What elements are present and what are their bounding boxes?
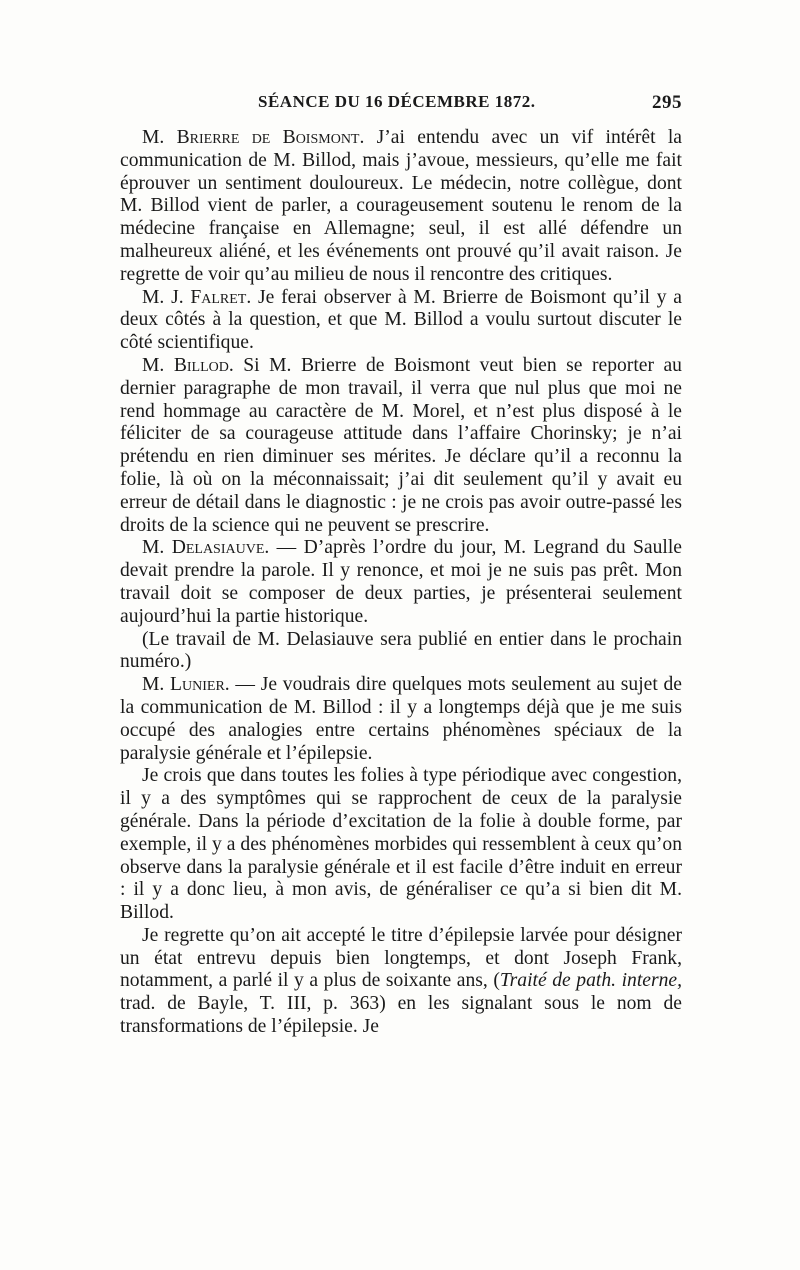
page-number: 295 bbox=[652, 92, 682, 113]
paragraph-lunier-continued bbox=[120, 765, 682, 925]
running-head bbox=[120, 92, 682, 120]
speaker-name: M. Delasiauve. bbox=[142, 537, 270, 559]
paragraph-text: J’ai entendu avec un vif intérêt la communication de M. Billod, mais j’avoue, messieurs, qu’elle me fait éprouver un sentiment douloureux. Le médecin, notre collègue, dont M. Billod vient de parler, a courageusement soutenu le renom de la médecine française en Allemagne; seul, il est allé défendre un malheureux aliéné, et les événements ont prouvé qu’il avait raison. Je regrette de voir qu’au milieu de nous il rencontre des critiques. bbox=[120, 127, 682, 285]
speaker-name: M. Brierre de Boismont. bbox=[142, 127, 365, 148]
running-title: SÉANCE DU 16 DÉCEMBRE 1872. bbox=[258, 92, 536, 111]
paragraph-billod bbox=[120, 355, 682, 537]
paragraph-lunier-last bbox=[120, 925, 682, 1039]
paragraph-text: Je ferai observer à M. Brierre de Boismont qu’il y a deux côtés à la question, et que M. Billod a voulu surtout discuter le côté scientifique. bbox=[120, 286, 682, 354]
paragraph-delasiauve bbox=[120, 537, 682, 628]
speaker-name: M. Lunier. bbox=[142, 674, 230, 696]
paragraph-text: — Je voudrais dire quelques mots seulement au sujet de la communication de M. Billod : il y a longtemps déjà que je me suis occupé des analogies entre certains phénomènes spéciaux de la paralysie générale et l’épilepsie. bbox=[120, 674, 682, 764]
paragraph-brierre bbox=[120, 127, 682, 287]
body-text bbox=[120, 127, 682, 1039]
paragraph-text: Si M. Brierre de Boismont veut bien se reporter au dernier paragraphe de mon travail, il verra que nul plus que moi ne rend hommage au caractère de M. Morel, et n’est plus disposé à le féliciter de sa courageuse attitude dans l’affaire Chorinsky; je n’ai prétendu en rien diminuer ses mérites. Je déclare qu’il a reconnu la folie, là où on la méconnaissait; j’ai dit seulement qu’il y avait eu erreur de détail dans le diagnostic : je ne crois pas avoir outre-passé les droits de la science qui ne peuvent se prescrire. bbox=[120, 354, 682, 536]
paragraph-falret bbox=[120, 287, 682, 355]
paragraph-text: Je regrette qu’on ait accepté le titre d’épilepsie larvée pour désigner un état entrevu depuis bien longtemps, et dont Joseph Frank, notamment, a parlé il y a plus de soixante ans, ( bbox=[120, 924, 682, 992]
speaker-name: M. J. Falret. bbox=[142, 286, 252, 308]
paragraph-editorial-note bbox=[120, 629, 682, 675]
paragraph-text: Je crois que dans toutes les folies à type périodique avec congestion, il y a des symptômes qui se rapprochent de ceux de la paralysie générale. Dans la période d’excitation de la folie à double forme, par exemple, il y a des phénomènes morbides qui ressemblent à ceux qu’on observe dans la paralysie générale et il est facile d’être induit en erreur : il y a donc lieu, à mon avis, de généraliser ce qu’a si bien dit M. Billod. bbox=[120, 765, 682, 924]
paragraph-text: trad. de Bayle, T. III, p. 363) en les signalant sous le nom de transformations de l’épilepsie. Je bbox=[120, 993, 682, 1038]
cited-work-title: Traité de path. interne, bbox=[499, 970, 682, 992]
paragraph-lunier bbox=[120, 674, 682, 765]
speaker-name: M. Billod. bbox=[142, 354, 234, 376]
paragraph-text: (Le travail de M. Delasiauve sera publié en entier dans le prochain numéro.) bbox=[120, 628, 682, 673]
paragraph-text: — D’après l’ordre du jour, M. Legrand du Saulle devait prendre la parole. Il y renonce, et moi je ne suis pas prêt. Mon travail doit se composer de deux parties, je présenterai seulement aujourd’hui la partie historique. bbox=[120, 537, 682, 627]
